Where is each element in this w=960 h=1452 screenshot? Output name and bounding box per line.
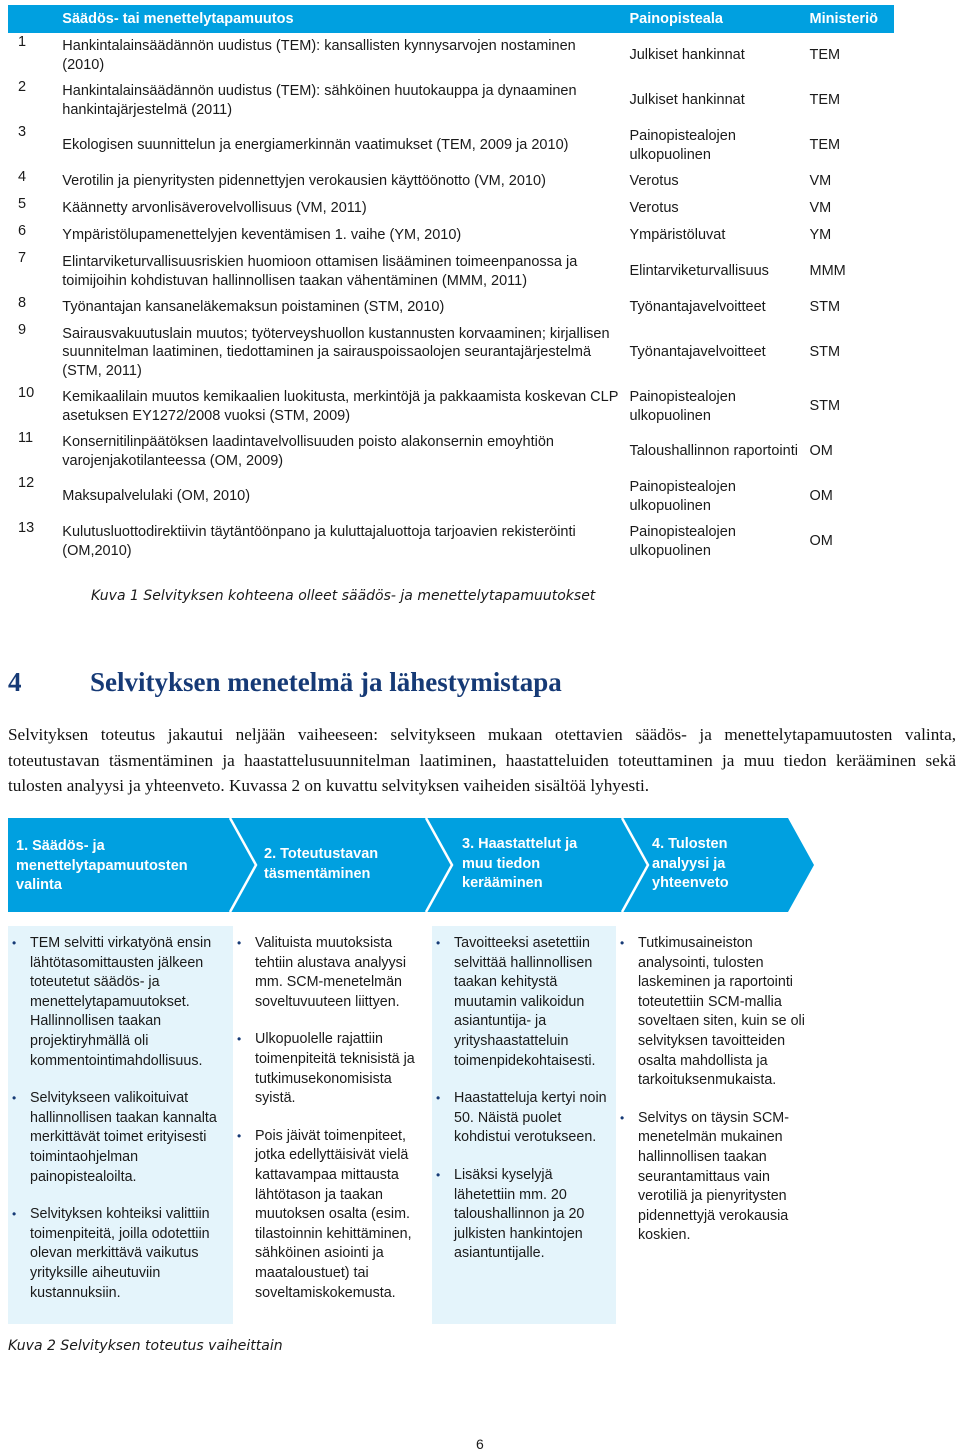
- header-action: Säädös- tai menettelytapamuutos: [58, 5, 625, 33]
- row-area: Painopistealojen ulkopuolinen: [629, 128, 736, 163]
- table-row: [8, 33, 894, 78]
- row-ministry: TEM: [809, 47, 841, 64]
- table-row: [8, 321, 894, 384]
- row-action: Konsernitilinpäätöksen laadintavelvollisuuden poisto alakonsernin emoyhtiön varojenjakotilanteessa (OM, 2009): [62, 434, 554, 469]
- row-ministry: STM: [809, 398, 841, 415]
- row-ministry: OM: [809, 533, 833, 550]
- row-ministry: TEM: [809, 92, 841, 109]
- header-area: Painopisteala: [625, 5, 805, 33]
- list-item: • Selvitykseen valikoituivat hallinnollisen taakan kannalta merkittävät toimet erityisesti toimintaohjelman painopistealoilta.: [8, 1089, 233, 1187]
- table-row: [8, 195, 894, 222]
- row-number: 9: [18, 322, 27, 338]
- row-number: 3: [18, 124, 27, 140]
- row-ministry: MMM: [809, 263, 846, 280]
- row-action: Sairausvakuutuslain muutos; työterveyshuollon kustannusten korvaaminen; kirjallisen suunnitelman laatiminen, tiedottaminen ja sairauspoissaolojen seurantajärjestelmä (STM, 2011): [62, 325, 610, 379]
- table-row: [8, 294, 894, 321]
- row-area: Julkiset hankinnat: [629, 47, 745, 64]
- row-number: 7: [18, 250, 27, 266]
- phase-column-4: [616, 926, 812, 1324]
- section-title: Selvityksen menetelmä ja lähestymistapa: [90, 667, 562, 697]
- list-item: • Valituista muutoksista tehtiin alustava analyysi mm. SCM-menetelmän soveltuvuuteen liittyen.: [233, 934, 428, 1012]
- row-action: Maksupalvelulaki (OM, 2010): [62, 488, 251, 505]
- phase-column-2: [233, 926, 428, 1324]
- row-action: Kemikaalilain muutos kemikaalien luokitusta, merkintöjä ja pakkaamista koskevan CLP asetuksen EY1272/2008 vuoksi (STM, 2009): [62, 389, 619, 424]
- row-ministry: OM: [809, 488, 833, 505]
- step-label-4: 4. Tulosten analyysi ja yhteenveto: [652, 836, 729, 891]
- row-action: Ekologisen suunnittelun ja energiamerkinnän vaatimukset (TEM, 2009 ja 2010): [62, 137, 569, 154]
- step-label-1: 1. Säädös- ja menettelytapamuutosten valinta: [16, 838, 188, 893]
- row-action: Käännetty arvonlisäverovelvollisuus (VM, 2011): [62, 200, 367, 217]
- header-number: [8, 5, 58, 33]
- row-number: 10: [18, 385, 35, 401]
- row-action: Ympäristölupamenettelyjen keventämisen 1. vaihe (YM, 2010): [62, 227, 462, 244]
- row-ministry: VM: [809, 173, 832, 190]
- row-ministry: VM: [809, 200, 832, 217]
- list-item: • Tavoitteeksi asetettiin selvittää hallinnollisen taakan kehitystä muutamin valikoidun asiantuntija- ja yrityshaastatteluin toimenpidekohtaisesti.: [432, 934, 616, 1071]
- header-ministry: Ministeriö: [805, 5, 894, 33]
- row-number: 2: [18, 79, 27, 95]
- row-area: Työnantajavelvoitteet: [629, 299, 766, 316]
- table-row: [8, 78, 894, 123]
- row-area: Verotus: [629, 173, 679, 190]
- row-action: Verotilin ja pienyritysten pidennettyjen verokausien käyttöönotto (VM, 2010): [62, 173, 546, 190]
- row-action: Hankintalainsäädännön uudistus (TEM): sähköinen huutokauppa ja dynaaminen hankintajärjestelmä (2011): [62, 83, 577, 118]
- table-row: [8, 474, 894, 519]
- table-header-row: [8, 5, 894, 33]
- row-area: Taloushallinnon raportointi: [629, 443, 798, 460]
- phase-column-3: [432, 926, 616, 1324]
- row-number: 8: [18, 295, 27, 311]
- row-area: Verotus: [629, 200, 679, 217]
- phase-list-2: [233, 926, 428, 1303]
- phase-list-4: [616, 926, 812, 1246]
- table-body: [8, 33, 894, 564]
- section-paragraph: Selvityksen toteutus jakautui neljään vaiheeseen: selvitykseen mukaan otettavien säädös- ja menettelytapamuutosten valinta, toteutustavan täsmentäminen ja haastattelusuunnitelman laatiminen, haastatteluiden toteuttaminen ja muu tiedon kerääminen sekä tulosten analyysi ja yhteenveto. Kuvassa 2 on kuvattu selvityksen vaiheiden sisältöä lyhyesti.: [8, 725, 956, 795]
- row-number: 1: [18, 34, 27, 50]
- row-number: 6: [18, 223, 27, 239]
- row-area: Painopistealojen ulkopuolinen: [629, 524, 736, 559]
- row-area: Painopistealojen ulkopuolinen: [629, 479, 736, 514]
- phase-list-1: [8, 926, 233, 1303]
- row-area: Elintarviketurvallisuus: [629, 263, 769, 280]
- list-item: • Ulkopuolelle rajattiin toimenpiteitä teknisistä ja tutkimusekonomisista syistä.: [233, 1030, 428, 1108]
- row-number: 11: [18, 430, 34, 446]
- table-row: [8, 519, 894, 564]
- section-heading: [8, 667, 948, 698]
- list-item: • Haastatteluja kertyi noin 50. Näistä puolet kohdistui verotukseen.: [432, 1089, 616, 1148]
- row-area: Julkiset hankinnat: [629, 92, 745, 109]
- row-ministry: YM: [809, 227, 832, 244]
- row-number: 13: [18, 520, 35, 536]
- row-action: Kulutusluottodirektiivin täytäntöönpano ja kuluttajaluottoja tarjoavien rekisteröinti (OM,2010): [62, 524, 576, 559]
- section-number: 4: [8, 667, 22, 697]
- list-item: • Pois jäivät toimenpiteet, jotka edellyttäisivät vielä kattavampaa mittausta lähtötason ja taakan muutoksen osalta (esim. tilastoinnin kehittäminen, sähköinen asiointi ja maataloustuet) tai soveltamiskokemusta.: [233, 1127, 428, 1303]
- list-item: • Selvityksen kohteiksi valittiin toimenpiteitä, joilla odotettiin olevan merkittävä vaikutus yrityksille aiheutuviin kustannuksiin.: [8, 1205, 233, 1303]
- table-row: [8, 249, 894, 294]
- row-ministry: STM: [809, 344, 841, 361]
- list-item: • Tutkimusaineiston analysointi, tulosten laskeminen ja raportointi toteutettiin SCM-mallia soveltaen siten, kuin se oli selvityksen tavoitteiden osalta mahdollista ja tarkoituksenmukaista.: [616, 934, 812, 1091]
- step-label-2: 2. Toteutustavan täsmentäminen: [264, 846, 379, 882]
- row-ministry: TEM: [809, 137, 841, 154]
- list-item: • Selvitys on täysin SCM-menetelmän mukainen hallinnollisen taakan seurantamittaus vain verotiliä ja pienyritysten pidennettyjä verokausia koskien.: [616, 1109, 812, 1246]
- step-label-3: 3. Haastattelut ja muu tiedon kerääminen: [462, 836, 578, 891]
- measures-table: [8, 5, 894, 564]
- table-row: [8, 123, 894, 168]
- row-action: Hankintalainsäädännön uudistus (TEM): kansallisten kynnysarvojen nostaminen (2010): [62, 38, 576, 73]
- table-row: [8, 429, 894, 474]
- process-steps: [8, 818, 814, 912]
- row-area: Ympäristöluvat: [629, 227, 726, 244]
- table-row: [8, 384, 894, 429]
- row-action: Elintarviketurvallisuusriskien huomioon ottamisen lisääminen toimeenpanossa ja toimijoihin kohdistuvan hallinnollisen taakan vähentäminen (MMM, 2011): [62, 254, 578, 289]
- row-area: Työnantajavelvoitteet: [629, 344, 766, 361]
- phase-list-3: [432, 926, 616, 1264]
- list-item: • TEM selvitti virkatyönä ensin lähtötasomittausten jälkeen toteutetut säädös- ja menettelytapamuutokset. Hallinnollisen taakan projektiryhmällä oli kommentointimahdollisuus.: [8, 934, 233, 1071]
- row-action: Työnantajan kansaneläkemaksun poistaminen (STM, 2010): [62, 299, 445, 316]
- row-number: 12: [18, 475, 35, 491]
- table-row: [8, 168, 894, 195]
- row-ministry: OM: [809, 443, 833, 460]
- phase-column-1: [8, 926, 233, 1324]
- row-number: 5: [18, 196, 27, 212]
- list-item: • Lisäksi kyselyjä lähetettiin mm. 20 taloushallinnon ja 20 julkisten hankintojen asiantuntijalle.: [432, 1166, 616, 1264]
- page-number: 6: [476, 1436, 484, 1452]
- figure-caption-1: Kuva 1 Selvityksen kohteena olleet säädös- ja menettelytapamuutokset: [91, 588, 596, 604]
- figure-caption-2: Kuva 2 Selvityksen toteutus vaiheittain: [8, 1338, 283, 1354]
- row-ministry: STM: [809, 299, 841, 316]
- row-number: 4: [18, 169, 27, 185]
- table-row: [8, 222, 894, 249]
- row-area: Painopistealojen ulkopuolinen: [629, 389, 736, 424]
